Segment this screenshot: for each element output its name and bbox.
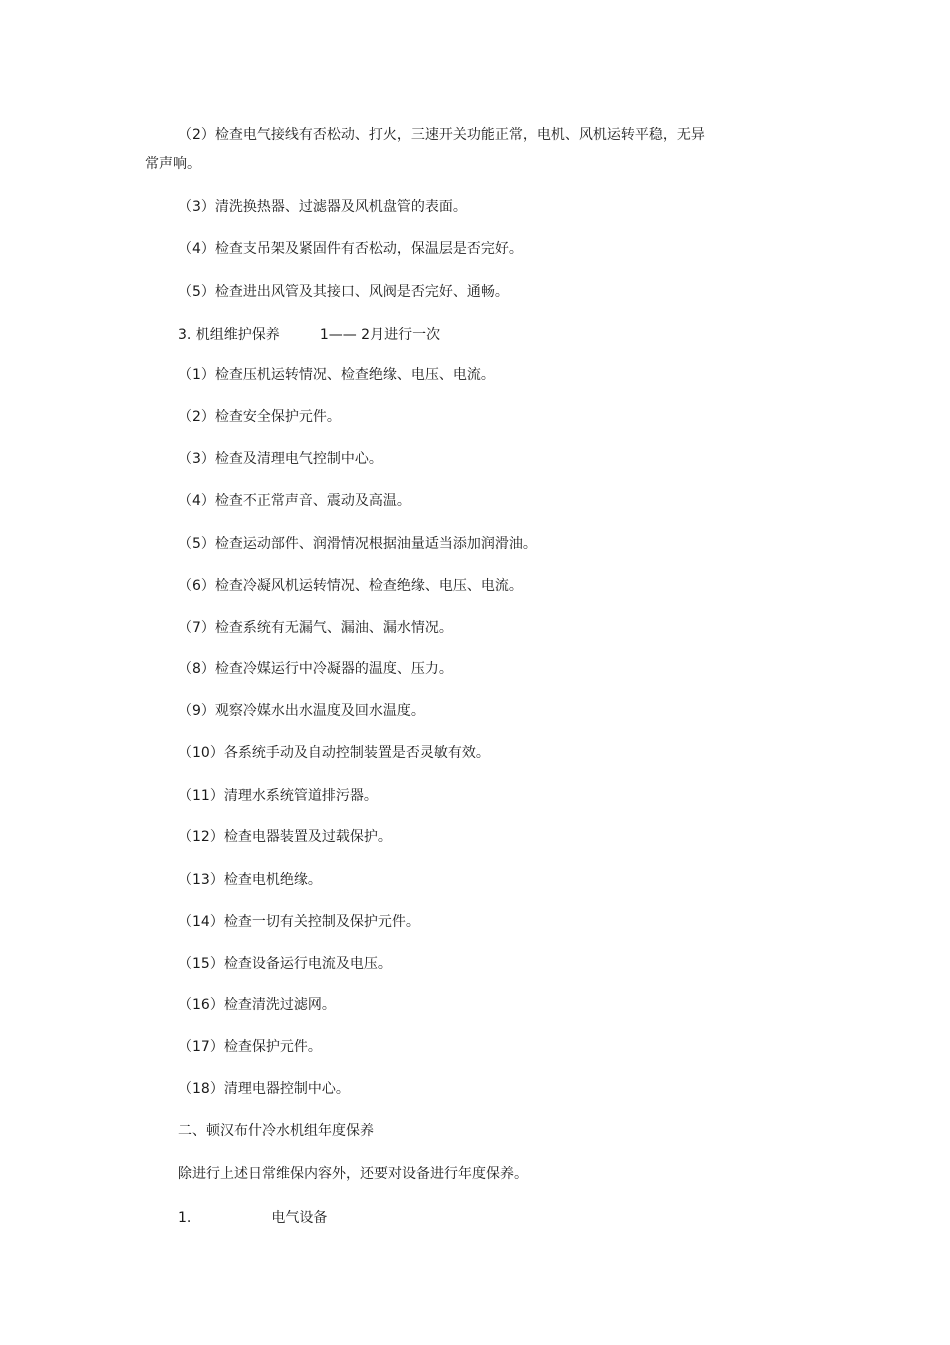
list-item: （4）检查不正常声音、震动及高温。 [178,493,411,509]
section-3-label: 3. 机组维护保养 [178,327,280,343]
item-3: （3）清洗换热器、过滤器及风机盘管的表面。 [178,199,467,215]
list-item: （7）检查系统有无漏气、漏油、漏水情况。 [178,620,453,636]
part-2-heading: 二、顿汉布什冷水机组年度保养 [178,1123,374,1139]
list-item: （14）检查一切有关控制及保护元件。 [178,914,420,930]
subsection-1-heading [178,1209,327,1227]
section-3-heading [178,326,440,344]
list-item: （11）清理水系统管道排污器。 [178,788,378,804]
list-item: （16）检查清洗过滤网。 [178,997,336,1013]
part-2-intro: 除进行上述日常维保内容外，还要对设备进行年度保养。 [178,1166,528,1182]
list-item: （1）检查压机运转情况、检查绝缘、电压、电流。 [178,367,495,383]
list-item: （3）检查及清理电气控制中心。 [178,451,383,467]
list-item: （6）检查冷凝风机运转情况、检查绝缘、电压、电流。 [178,578,523,594]
list-item: （12）检查电器装置及过载保护。 [178,829,392,845]
list-item: （10）各系统手动及自动控制装置是否灵敏有效。 [178,745,490,761]
list-item: （5）检查运动部件、润滑情况根据油量适当添加润滑油。 [178,536,537,552]
list-item: （9）观察冷媒水出水温度及回水温度。 [178,703,425,719]
section-3-frequency: 1—— 2月进行一次 [319,327,441,343]
item-5: （5）检查进出风管及其接口、风阀是否完好、通畅。 [178,284,509,300]
list-item: （8）检查冷媒运行中冷凝器的温度、压力。 [178,661,453,677]
list-item: （2）检查安全保护元件。 [178,409,341,425]
list-item: （17）检查保护元件。 [178,1039,322,1055]
item-2-line-2: 常声响。 [145,156,201,172]
list-item: （13）检查电机绝缘。 [178,872,322,888]
list-item: （15）检查设备运行电流及电压。 [178,956,392,972]
item-2-line-1: （2）检查电气接线有否松动、打火，三速开关功能正常，电机、风机运转平稳，无异 [178,127,705,143]
subsection-1-title: 电气设备 [271,1210,328,1226]
list-item: （18）清理电器控制中心。 [178,1081,350,1097]
subsection-1-number: 1. [178,1210,192,1226]
item-4: （4）检查支吊架及紧固件有否松动，保温层是否完好。 [178,241,523,257]
